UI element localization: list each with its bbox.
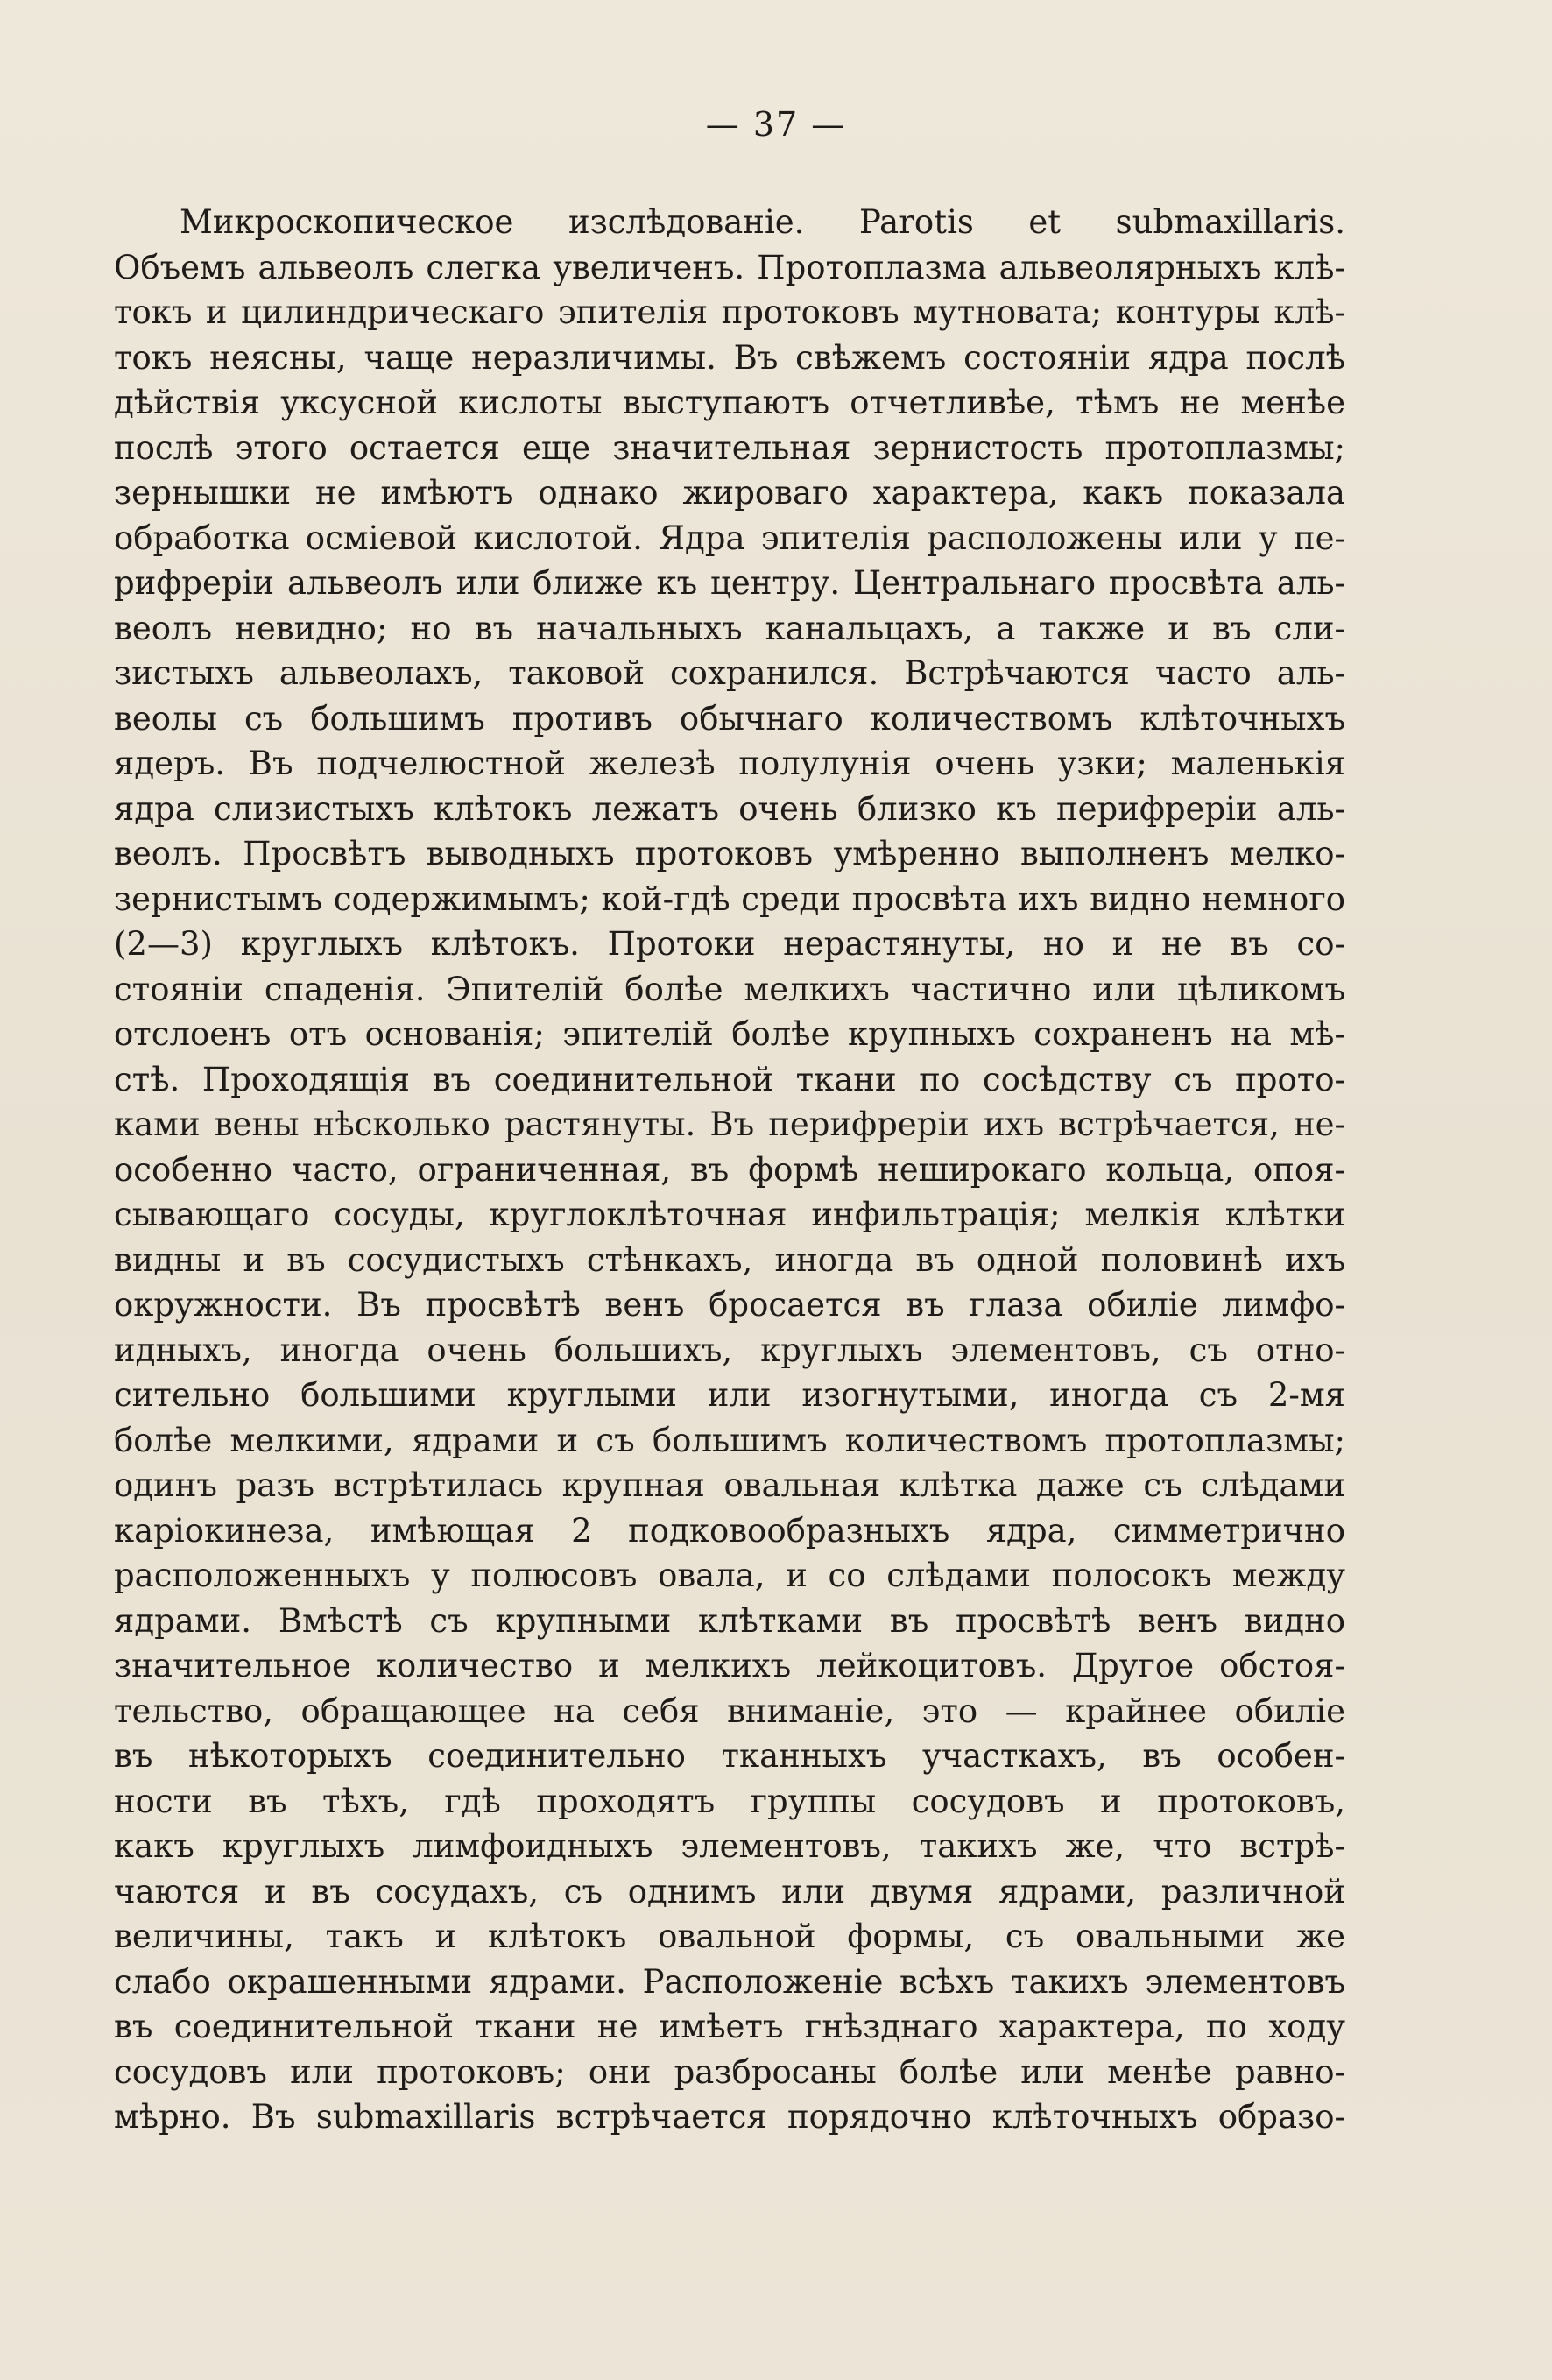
text-line: ядеръ. Въ подчелюстной железѣ полулунія очень узки; маленькія xyxy=(114,745,1345,782)
text-line: веолъ невидно; но въ начальныхъ канальцахъ, а также и въ сли- xyxy=(114,609,1345,647)
text-line: расположенныхъ у полюсовъ овала, и со слѣдами полосокъ между xyxy=(114,1557,1345,1594)
text-line: токъ и цилиндрическаго эпителія протоковъ мутновата; контуры клѣ- xyxy=(114,293,1345,331)
body-text xyxy=(114,200,1345,2140)
text-line: величины, такъ и клѣтокъ овальной формы, съ овальными же xyxy=(114,1917,1345,1955)
text-line: болѣе мелкими, ядрами и съ большимъ количествомъ протоплазмы; xyxy=(114,1421,1345,1459)
text-line: рифреріи альвеолъ или ближе къ центру. Центральнаго просвѣта аль- xyxy=(114,564,1345,602)
page-number: — 37 — xyxy=(705,105,847,144)
text-line: сывающаго сосуды, круглоклѣточная инфильтрація; мелкія клѣтки xyxy=(114,1196,1345,1233)
text-line: мѣрно. Въ submaxillaris встрѣчается порядочно клѣточныхъ образо- xyxy=(114,2098,1345,2136)
text-line: въ соединительной ткани не имѣетъ гнѣзднаго характера, по ходу xyxy=(114,2008,1345,2045)
text-line: отслоенъ отъ основанія; эпителій болѣе крупныхъ сохраненъ на мѣ- xyxy=(114,1015,1345,1053)
text-line: одинъ разъ встрѣтилась крупная овальная клѣтка даже съ слѣдами xyxy=(114,1466,1345,1504)
text-line: послѣ этого остается еще значительная зернистость протоплазмы; xyxy=(114,428,1345,467)
text-line: какъ круглыхъ лимфоидныхъ элементовъ, такихъ же, что встрѣ- xyxy=(114,1827,1345,1865)
text-line: въ нѣкоторыхъ соединительно тканныхъ участкахъ, въ особен- xyxy=(114,1737,1345,1775)
text-line: особенно часто, ограниченная, въ формѣ неширокаго кольца, опоя- xyxy=(114,1150,1345,1189)
text-line: (2—3) круглыхъ клѣтокъ. Протоки нерастянуты, но и не въ со- xyxy=(114,925,1345,963)
text-line: ядра слизистыхъ клѣтокъ лежатъ очень близко къ перифреріи аль- xyxy=(114,789,1345,828)
text-line: ками вены нѣсколько растянуты. Въ перифреріи ихъ встрѣчается, не- xyxy=(114,1105,1345,1143)
text-line: зернышки не имѣютъ однако жироваго характера, какъ показала xyxy=(114,474,1345,512)
text-line: зернистымъ содержимымъ; кой-гдѣ среди просвѣта ихъ видно немного xyxy=(114,879,1345,918)
text-line: значительное количество и мелкихъ лейкоцитовъ. Другое обстоя- xyxy=(114,1647,1345,1684)
text-line: слабо окрашенными ядрами. Расположеніе всѣхъ такихъ элементовъ xyxy=(114,1962,1345,2001)
text-line: идныхъ, иногда очень большихъ, круглыхъ элементовъ, съ отно- xyxy=(114,1331,1345,1369)
text-line: тельство, обращающее на себя вниманіе, это — крайнее обиліе xyxy=(114,1691,1345,1730)
text-line: чаются и въ сосудахъ, съ однимъ или двумя ядрами, различной xyxy=(114,1872,1345,1910)
text-line: Микроскопическое изслѣдованіе. Parotis et submaxillaris. xyxy=(180,203,1345,241)
text-line: веолъ. Просвѣтъ выводныхъ протоковъ умѣренно выполненъ мелко- xyxy=(114,835,1345,872)
text-line: веолы съ большимъ противъ обычнаго количествомъ клѣточныхъ xyxy=(114,699,1345,738)
text-line: каріокинеза, имѣющая 2 подковообразныхъ ядра, симметрично xyxy=(114,1511,1345,1550)
text-line: Объемъ альвеолъ слегка увеличенъ. Протоплазма альвеолярныхъ клѣ- xyxy=(114,248,1345,286)
text-line: видны и въ сосудистыхъ стѣнкахъ, иногда въ одной половинѣ ихъ xyxy=(114,1240,1345,1279)
text-line: сительно большими круглыми или изогнутыми, иногда съ 2-мя xyxy=(114,1376,1345,1414)
text-line: ядрами. Вмѣстѣ съ крупными клѣтками въ просвѣтѣ венъ видно xyxy=(114,1601,1345,1640)
text-line: стояніи спаденія. Эпителій болѣе мелкихъ частично или цѣликомъ xyxy=(114,970,1345,1008)
text-line: стѣ. Проходящія въ соединительной ткани по сосѣдству съ прото- xyxy=(114,1060,1345,1098)
text-line: ности въ тѣхъ, гдѣ проходятъ группы сосудовъ и протоковъ, xyxy=(114,1782,1345,1820)
text-line: дѣйствія уксусной кислоты выступаютъ отчетливѣе, тѣмъ не менѣе xyxy=(114,384,1345,421)
text-line: токъ неясны, чаще неразличимы. Въ свѣжемъ состояніи ядра послѣ xyxy=(114,338,1345,377)
text-line: зистыхъ альвеолахъ, таковой сохранился. Встрѣчаются часто аль- xyxy=(114,654,1345,692)
text-line: окружности. Въ просвѣтѣ венъ бросается въ глаза обиліе лимфо- xyxy=(114,1286,1345,1324)
text-line: обработка осміевой кислотой. Ядра эпителія расположены или у пе- xyxy=(114,519,1345,557)
text-line: сосудовъ или протоковъ; они разбросаны болѣе или менѣе равно- xyxy=(114,2052,1345,2091)
